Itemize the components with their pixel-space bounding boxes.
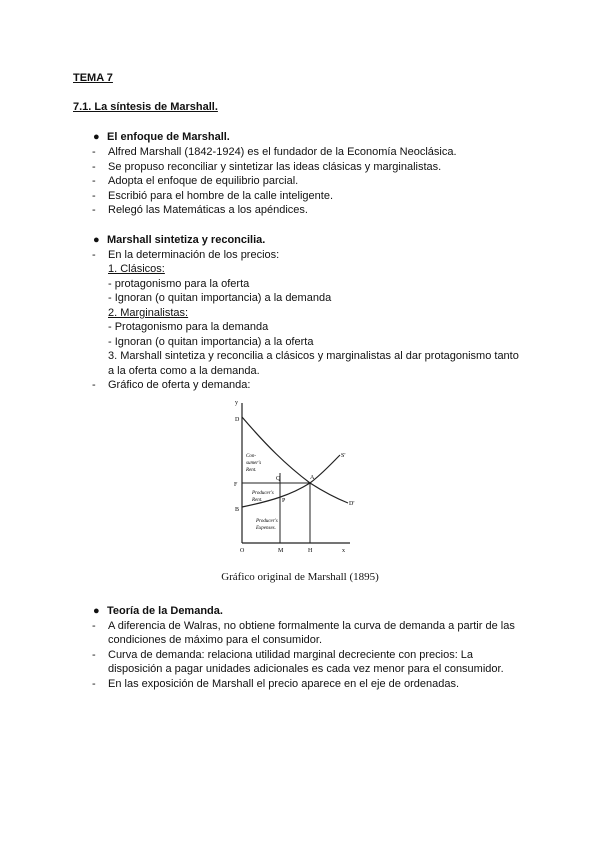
dash: -	[92, 190, 96, 202]
marginalistas-label: 2. Marginalistas:	[108, 307, 189, 319]
label-p: P	[282, 498, 286, 504]
list-item: 3. Marshall sintetiza y reconcilia a clásicos y marginalistas al dar protagonismo tanto	[108, 350, 519, 362]
marshall-supply-demand-figure	[226, 395, 366, 555]
label-f: F	[234, 482, 238, 488]
list-item: Relegó las Matemáticas a los apéndices.	[108, 204, 308, 216]
list-item: Adopta el enfoque de equilibrio parcial.	[108, 175, 299, 187]
list-item: Alfred Marshall (1842-1924) es el fundador de la Economía Neoclásica.	[108, 146, 457, 158]
section-heading: 7.1. La síntesis de Marshall.	[73, 101, 218, 113]
label-o: O	[240, 548, 245, 554]
dash: -	[92, 249, 96, 261]
consumer-rent-3: Rent.	[246, 468, 257, 473]
list-item: Se propuso reconciliar y sintetizar las ideas clásicas y marginalistas.	[108, 161, 442, 173]
dash: -	[92, 161, 96, 173]
dash: -	[92, 649, 96, 661]
dash: -	[92, 379, 96, 391]
label-m: M	[278, 548, 284, 554]
label-a: A	[310, 475, 315, 481]
producer-rent-2: Rent.	[252, 498, 263, 503]
figure-caption: Gráfico original de Marshall (1895)	[221, 571, 379, 583]
list-item: disposición a pagar unidades adicionales es cada vez menor para el consumidor.	[108, 663, 504, 675]
dash: -	[92, 146, 96, 158]
clasicos-label: 1. Clásicos:	[108, 263, 165, 275]
bullet-heading-enfoque: ● El enfoque de Marshall.	[93, 131, 230, 143]
bullet-heading-demanda: ● Teoría de la Demanda.	[93, 605, 223, 617]
consumer-rent-2: sumer's	[246, 461, 262, 466]
consumer-rent-1: Con-	[246, 454, 256, 459]
producer-expenses-2: Expenses.	[256, 526, 276, 531]
bullet-heading-sintetiza: ● Marshall sintetiza y reconcilia.	[93, 234, 266, 246]
list-item: - Ignoran (o quitan importancia) a la oferta	[108, 336, 314, 348]
list-item: Escribió para el hombre de la calle inteligente.	[108, 190, 334, 202]
dash: -	[92, 175, 96, 187]
list-item: Curva de demanda: relaciona utilidad marginal decreciente con precios: La	[108, 649, 474, 661]
list-item: - Ignoran (o quitan importancia) a la demanda	[108, 292, 332, 304]
list-item: En las exposición de Marshall el precio aparece en el eje de ordenadas.	[108, 678, 459, 690]
producer-expenses-1: Producer's	[256, 519, 278, 524]
label-x: x	[342, 548, 345, 554]
list-item: condiciones de máximo para el consumidor.	[108, 634, 323, 646]
label-h: H	[308, 548, 313, 554]
document-title: TEMA 7	[73, 72, 113, 84]
dash: -	[92, 620, 96, 632]
producer-rent-1: Producer's	[252, 491, 274, 496]
list-item: - Protagonismo para la demanda	[108, 321, 269, 333]
dash: -	[92, 204, 96, 216]
label-q: Q	[276, 476, 281, 482]
list-item: Gráfico de oferta y demanda:	[108, 379, 251, 391]
label-b: B	[235, 507, 240, 513]
list-item: - protagonismo para la oferta	[108, 278, 250, 290]
list-item: En la determinación de los precios:	[108, 249, 280, 261]
label-s-prime: S'	[341, 453, 346, 459]
label-d-prime: D'	[349, 501, 355, 507]
label-y: y	[235, 400, 238, 406]
list-item: A diferencia de Walras, no obtiene formalmente la curva de demanda a partir de las	[108, 620, 515, 632]
label-d: D	[235, 417, 240, 423]
list-item: a la oferta como a la demanda.	[108, 365, 260, 377]
dash: -	[92, 678, 96, 690]
